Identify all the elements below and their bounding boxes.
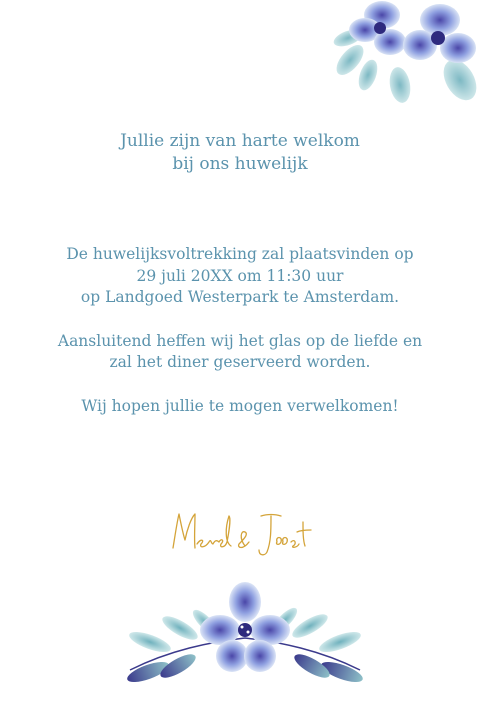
signature [0, 508, 480, 564]
heading-line-1: Jullie zijn van harte welkom [120, 131, 360, 151]
invitation-body [0, 244, 480, 439]
ceremony-line-2: 29 juli 20XX om 11:30 uur [136, 266, 344, 285]
flower-top-icon [320, 0, 480, 105]
invitation-heading [0, 130, 480, 176]
ceremony-line-1: De huwelijksvoltrekking zal plaatsvinden op [66, 245, 414, 263]
heading-line-2: bij ons huwelijk [172, 154, 308, 174]
closing-line: Wij hopen jullie te mogen verwelkomen! [81, 396, 399, 415]
reception-line-2: zal het diner geserveerd worden. [109, 353, 371, 371]
ceremony-paragraph [0, 244, 480, 309]
flower-bottom-icon [120, 580, 370, 695]
reception-paragraph [0, 331, 480, 374]
reception-line-1: Aansluitend heffen wij het glas op de liefde en [57, 331, 423, 350]
ceremony-line-3: op Landgoed Westerpark te Amsterdam. [80, 288, 400, 306]
closing-paragraph [0, 396, 480, 418]
signature-handwriting [165, 508, 315, 560]
